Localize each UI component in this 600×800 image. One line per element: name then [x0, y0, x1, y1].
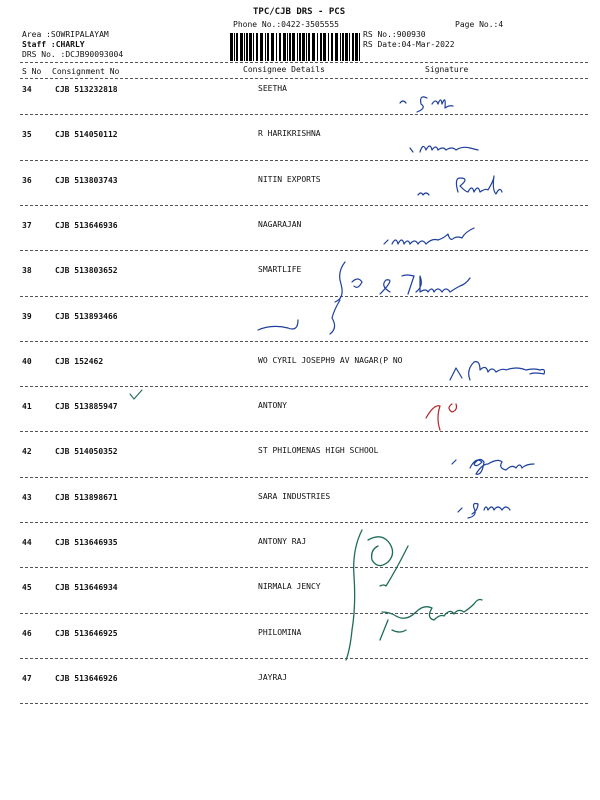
row-serial-number: 38 [22, 266, 32, 276]
row-divider [20, 658, 588, 659]
row-consignment-number: CJB 514050352 [55, 447, 118, 457]
signature-mark [384, 228, 474, 244]
row-serial-number: 47 [22, 673, 32, 683]
row-serial-number: 44 [22, 538, 32, 547]
row-divider [20, 250, 588, 251]
row-consignment-number: CJB 513898671 [55, 492, 118, 502]
column-header-consignment: Consignment No [52, 67, 120, 76]
row-divider [20, 296, 588, 297]
row-divider [20, 522, 588, 523]
rs-date: RS Date:04-Mar-2022 [363, 40, 455, 49]
row-consignment-number: CJB 513885947 [55, 402, 118, 412]
document-title: TPC/CJB DRS - PCS [253, 7, 346, 17]
signature-mark [258, 300, 340, 334]
row-consignee-details: ANTONY RAJ [258, 537, 307, 546]
column-header-divider [20, 78, 588, 79]
page-number: Page No.:4 [455, 20, 504, 29]
column-header-sno: S No [22, 67, 42, 76]
row-serial-number: 40 [22, 356, 32, 366]
check-mark [130, 390, 142, 399]
row-divider [20, 431, 588, 432]
row-consignment-number: CJB 513803743 [55, 175, 118, 185]
row-divider [20, 477, 588, 478]
header-divider [20, 62, 588, 63]
barcode-image [230, 33, 360, 61]
row-divider [20, 114, 588, 115]
row-consignee-details: SARA INDUSTRIES [258, 491, 331, 501]
signature-mark [418, 176, 502, 195]
signature-mark [400, 97, 453, 112]
rs-number: RS No.:900930 [363, 30, 426, 39]
row-consignment-number: CJB 513646935 [55, 538, 118, 547]
row-consignee-details: ST PHILOMENAS HIGH SCHOOL [258, 446, 379, 456]
phone-number: Phone No.:0422-3505555 [233, 20, 339, 29]
row-divider [20, 386, 588, 387]
row-consignee-details: PHILOMINA [258, 627, 302, 637]
row-divider [20, 567, 588, 568]
row-consignee-details: R HARIKRISHNA [258, 129, 321, 139]
drs-number: DRS No. :DCJB90093004 [22, 50, 124, 59]
row-consignment-number: CJB 513646925 [55, 628, 118, 638]
row-serial-number: 45 [22, 583, 32, 593]
row-consignee-details: SMARTLIFE [258, 265, 302, 275]
signature-mark [450, 362, 545, 380]
row-serial-number: 37 [22, 220, 32, 230]
row-divider [20, 703, 588, 704]
signature-mark [458, 504, 510, 519]
row-divider [20, 341, 588, 342]
row-serial-number: 43 [22, 492, 32, 502]
row-consignment-number: CJB 513646936 [55, 220, 118, 230]
row-serial-number: 41 [22, 402, 32, 412]
row-consignment-number: CJB 514050112 [55, 130, 118, 140]
row-divider [20, 613, 588, 614]
row-serial-number: 34 [22, 85, 32, 94]
row-consignment-number: CJB 513646934 [55, 583, 118, 593]
row-consignee-details: NIRMALA JENCY [258, 582, 321, 592]
row-consignment-number: CJB 513803652 [55, 266, 118, 276]
row-consignee-details: NITIN EXPORTS [258, 174, 321, 184]
row-consignment-number: CJB 513893466 [55, 311, 118, 321]
row-serial-number: 35 [22, 130, 32, 140]
row-divider [20, 160, 588, 161]
row-consignment-number: CJB 513232818 [55, 85, 118, 94]
signature-mark [410, 146, 478, 152]
staff-label: Staff :CHARLY [22, 40, 85, 49]
row-consignment-number: CJB 152462 [55, 356, 104, 366]
column-header-consignee: Consignee Details [243, 65, 325, 74]
column-header-signature: Signature [425, 65, 469, 74]
area-label: Area :SOWRIPALAYAM [22, 30, 109, 39]
row-consignee-details: JAYRAJ [258, 672, 287, 682]
row-serial-number: 36 [22, 175, 32, 185]
row-divider [20, 205, 588, 206]
row-serial-number: 42 [22, 447, 32, 457]
signature-mark [452, 459, 534, 474]
row-serial-number: 46 [22, 628, 32, 638]
row-consignment-number: CJB 513646926 [55, 673, 118, 683]
row-serial-number: 39 [22, 311, 32, 321]
signature-mark [426, 404, 457, 430]
row-consignee-details: WO CYRIL JOSEPH9 AV NAGAR(P NO [258, 355, 403, 365]
signature-mark [346, 530, 482, 660]
row-consignee-details: SEETHA [258, 84, 287, 93]
row-consignee-details: ANTONY [258, 401, 287, 411]
row-consignee-details: NAGARAJAN [258, 219, 302, 229]
